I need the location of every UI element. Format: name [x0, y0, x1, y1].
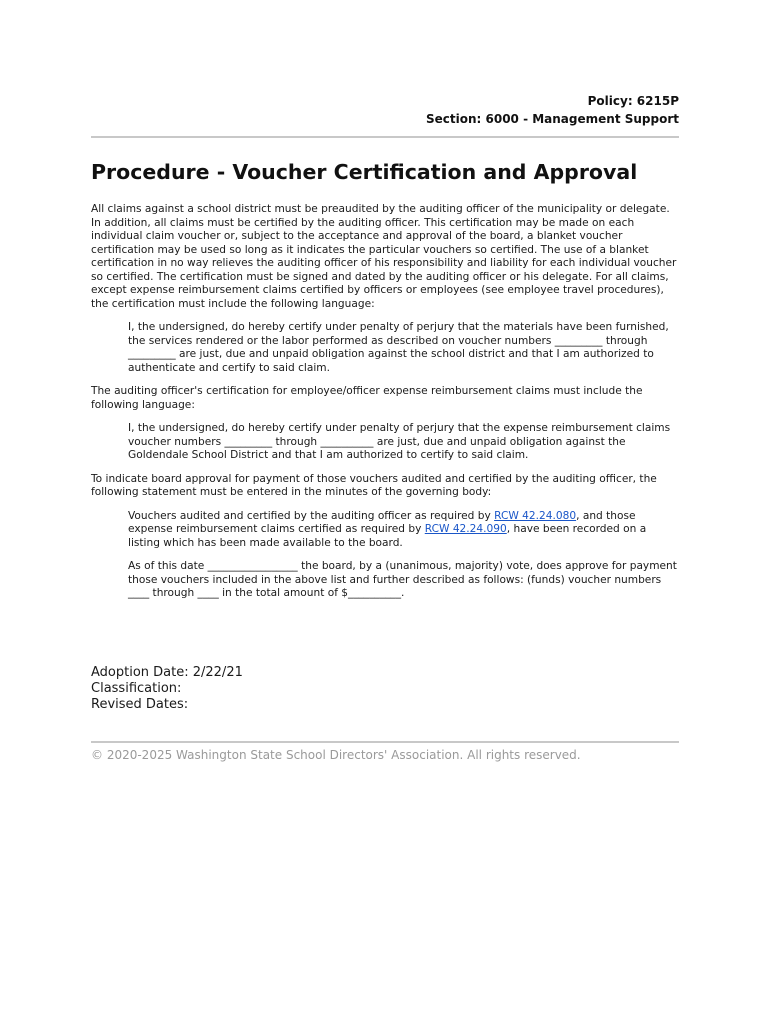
recording-text-3: , have been recorded on a listing which has been made available to the board.	[128, 523, 647, 549]
rcw-42-24-090-link[interactable]: RCW 42.24.090	[424, 523, 507, 535]
procedure-body	[91, 203, 679, 611]
expense-certification-paragraph: The auditing officer's certification for employee/officer expense reimbursement claims must include the following language:	[91, 385, 643, 411]
policy-section: Section: 6000 - Management Support	[425, 112, 679, 126]
recording-text-2: , and those expense reimbursement claims certified as required by	[128, 509, 636, 535]
board-recording-quote	[128, 510, 679, 551]
expense-certification-quote: I, the undersigned, do hereby certify under penalty of perjury that the expense reimbursement claims voucher numbers _________ through __________ are just, due and unpaid obligation against the Goldendale School District and that I am authorized to certify to said claim.	[128, 422, 671, 461]
page-title: Procedure - Voucher Certification and Approval	[91, 160, 638, 184]
board-approval-quote: As of this date _________________ the board, by a (unanimous, majority) vote, does approve for payment those vouchers included in the above list and further described as follows: (funds) voucher numbers ____ through ____ in the total amount of $__________.	[128, 560, 677, 599]
adoption-info	[91, 665, 243, 713]
copyright-notice: © 2020-2025 Washington State School Directors' Association. All rights reserved.	[91, 748, 581, 762]
footer-divider	[91, 741, 679, 743]
adoption-date: Adoption Date: 2/22/21	[91, 665, 243, 680]
classification: Classification:	[91, 681, 182, 696]
policy-header	[426, 92, 679, 128]
general-certification-quote: I, the undersigned, do hereby certify under penalty of perjury that the materials have been furnished, the services rendered or the labor performed as described on voucher numbers _________ through _________ are just, due and unpaid obligation against the school district and that I am authorized to authenticate and certify to said claim.	[128, 321, 669, 374]
rcw-42-24-080-link[interactable]: RCW 42.24.080	[494, 509, 577, 522]
board-approval-paragraph: To indicate board approval for payment of those vouchers audited and certified by the auditing officer, the following statement must be entered in the minutes of the governing body:	[91, 472, 657, 498]
recording-text-1: Vouchers audited and certified by the auditing officer as required by	[128, 509, 495, 522]
header-divider	[91, 136, 679, 138]
revised-dates: Revised Dates:	[91, 697, 189, 712]
policy-number: Policy: 6215P	[587, 94, 679, 108]
intro-paragraph: All claims against a school district must be preaudited by the auditing officer of the municipality or delegate. In addition, all claims must be certified by the auditing officer. This certification may be made on each individual claim voucher or, subject to the acceptance and approval of the board, a blanket voucher certification may be used so long as it indicates the particular vouchers so certified. The use of a blanket certification in no way relieves the auditing officer of his responsibility and liability for each individual voucher so certified. The certification must be signed and dated by the auditing officer or his delegate. For all claims, except expense reimbursement claims certified by officers or employees (see employee travel procedures), the certification must include the following language:	[91, 203, 677, 310]
